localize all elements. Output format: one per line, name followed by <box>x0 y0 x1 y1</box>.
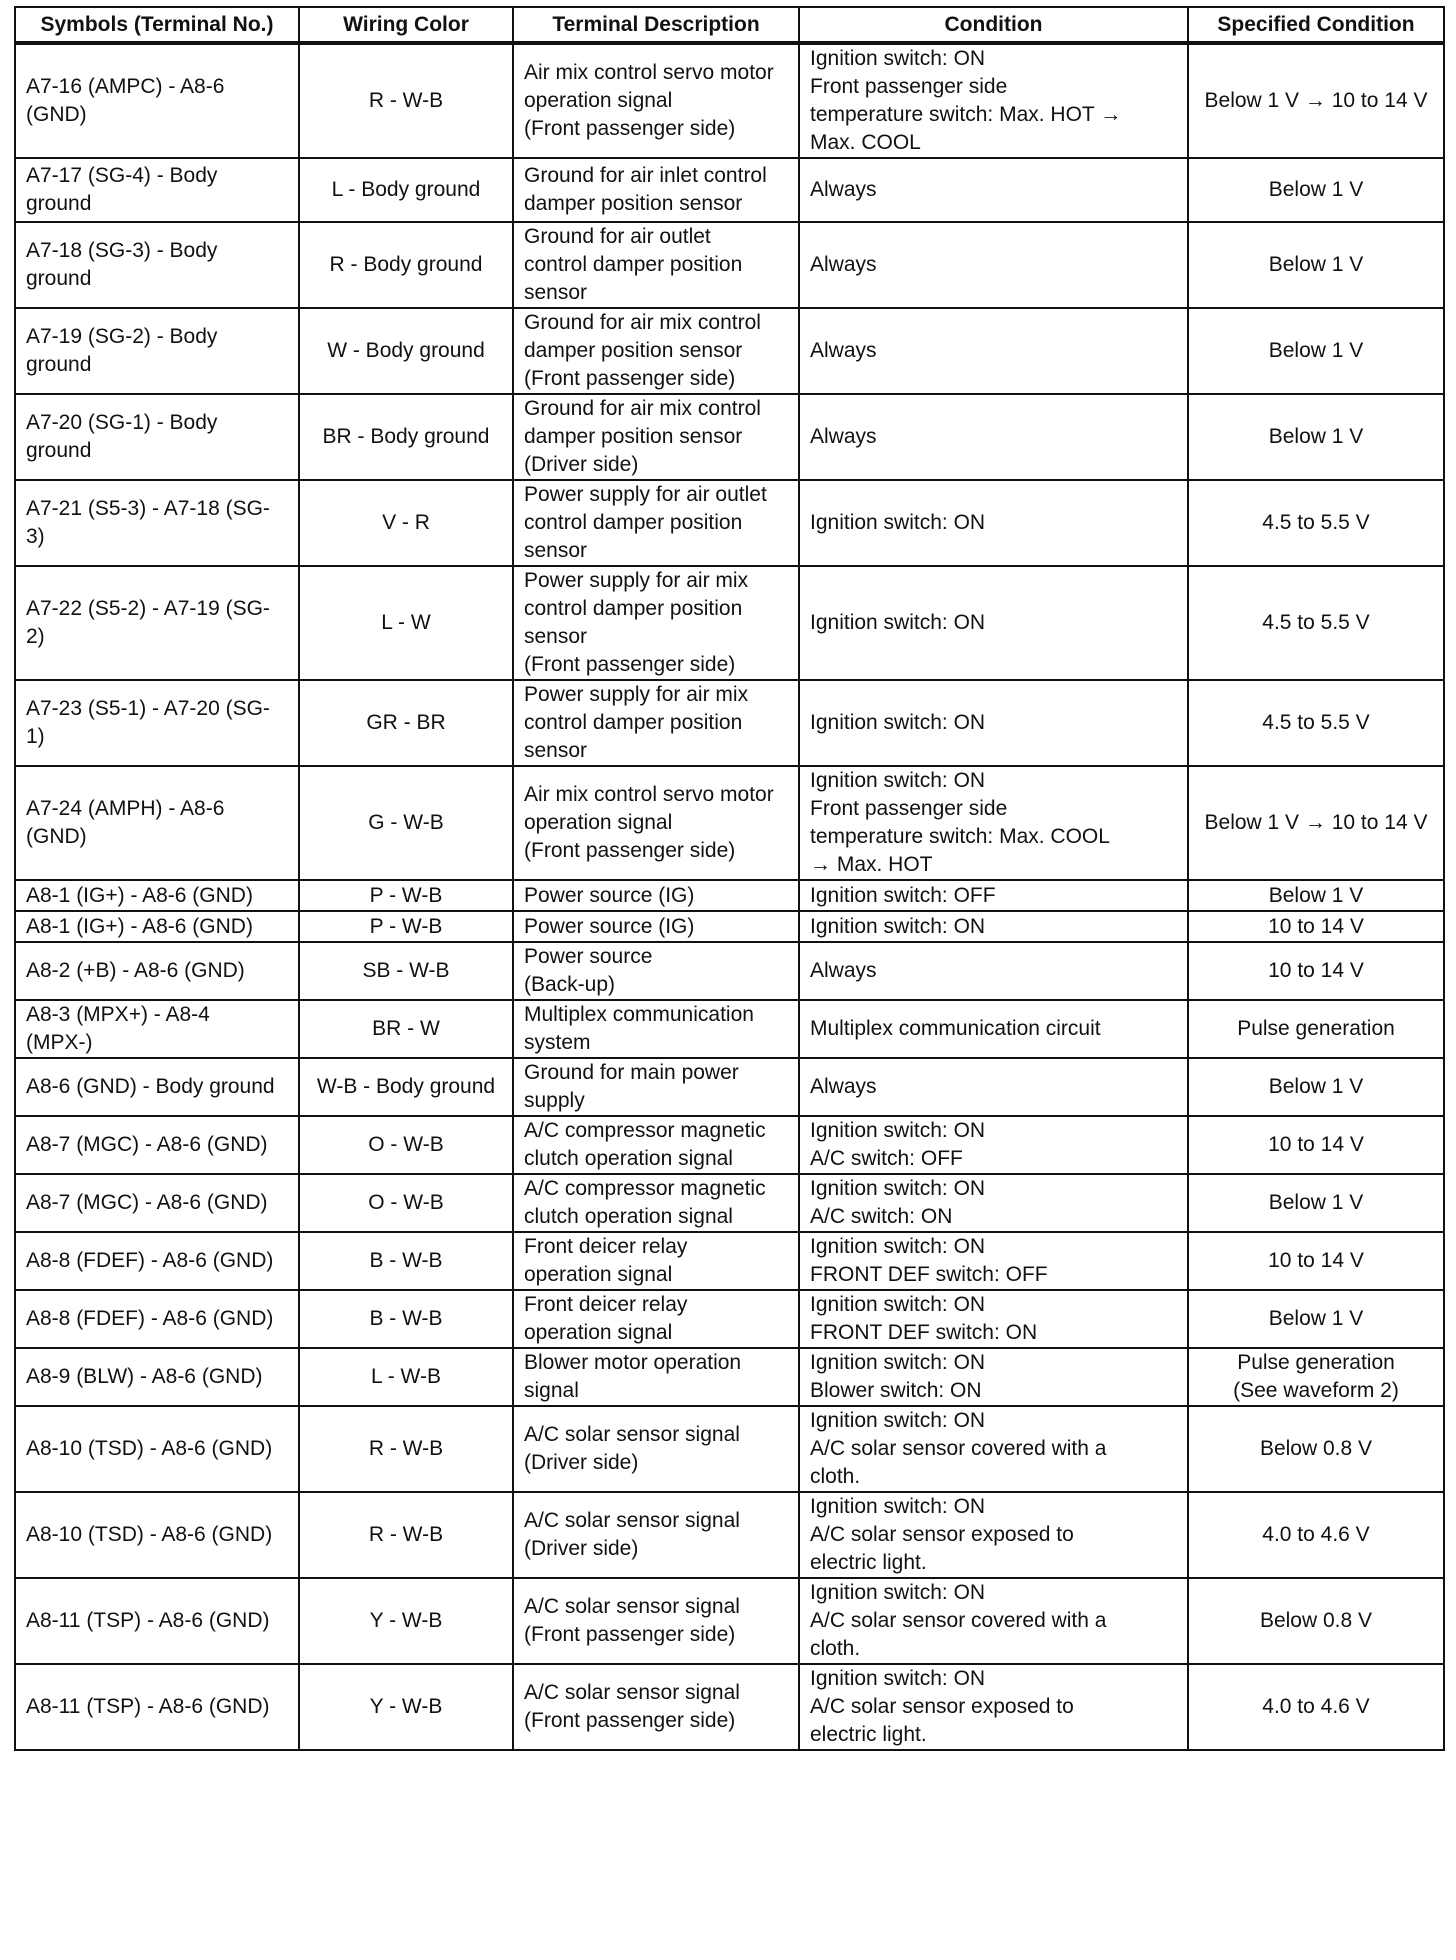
specified-condition-cell: 4.5 to 5.5 V <box>1188 566 1444 680</box>
terminal-symbol-cell: A7-21 (S5-3) - A7-18 (SG- 3) <box>15 480 299 566</box>
terminal-symbol-cell: A7-20 (SG-1) - Body ground <box>15 394 299 480</box>
condition-cell: Ignition switch: ON A/C solar sensor exposed to electric light. <box>799 1664 1188 1750</box>
table-row <box>15 1406 1444 1492</box>
condition-cell: Ignition switch: ON A/C solar sensor covered with a cloth. <box>799 1578 1188 1664</box>
terminal-description-cell: Ground for air outlet control damper position sensor <box>513 222 799 308</box>
wiring-color-cell: V - R <box>299 480 513 566</box>
condition-cell: Always <box>799 308 1188 394</box>
table-row <box>15 911 1444 942</box>
terminal-description-cell: Ground for air mix control damper position sensor (Front passenger side) <box>513 308 799 394</box>
terminal-symbol-cell: A8-6 (GND) - Body ground <box>15 1058 299 1116</box>
specified-condition-cell: Below 1 V <box>1188 222 1444 308</box>
terminal-symbol-cell: A8-1 (IG+) - A8-6 (GND) <box>15 911 299 942</box>
terminal-description-cell: Ground for air mix control damper position sensor (Driver side) <box>513 394 799 480</box>
specified-condition-cell: Below 0.8 V <box>1188 1406 1444 1492</box>
table-row <box>15 680 1444 766</box>
condition-cell: Always <box>799 942 1188 1000</box>
terminal-symbol-cell: A8-11 (TSP) - A8-6 (GND) <box>15 1664 299 1750</box>
wiring-color-cell: R - W-B <box>299 1406 513 1492</box>
table-row <box>15 1116 1444 1174</box>
table-row <box>15 1058 1444 1116</box>
condition-cell: Multiplex communication circuit <box>799 1000 1188 1058</box>
condition-cell: Ignition switch: ON FRONT DEF switch: OFF <box>799 1232 1188 1290</box>
header-specified-condition: Specified Condition <box>1188 7 1444 43</box>
condition-cell: Ignition switch: ON <box>799 680 1188 766</box>
terminal-description-cell: Power source (Back-up) <box>513 942 799 1000</box>
wiring-color-cell: W - Body ground <box>299 308 513 394</box>
specified-condition-cell: Below 1 V <box>1188 158 1444 222</box>
terminal-symbol-cell: A8-2 (+B) - A8-6 (GND) <box>15 942 299 1000</box>
condition-cell: Always <box>799 158 1188 222</box>
terminal-description-cell: Air mix control servo motor operation signal (Front passenger side) <box>513 766 799 880</box>
specified-condition-cell: Pulse generation <box>1188 1000 1444 1058</box>
wiring-color-cell: R - W-B <box>299 1492 513 1578</box>
table-row <box>15 158 1444 222</box>
terminal-symbol-cell: A7-23 (S5-1) - A7-20 (SG- 1) <box>15 680 299 766</box>
wiring-color-cell: BR - W <box>299 1000 513 1058</box>
specified-condition-cell: Below 1 V → 10 to 14 V <box>1188 766 1444 880</box>
condition-cell: Ignition switch: ON <box>799 566 1188 680</box>
condition-cell: Always <box>799 394 1188 480</box>
condition-cell: Ignition switch: ON A/C solar sensor exposed to electric light. <box>799 1492 1188 1578</box>
terminal-symbol-cell: A7-17 (SG-4) - Body ground <box>15 158 299 222</box>
wiring-color-cell: P - W-B <box>299 911 513 942</box>
condition-cell: Ignition switch: OFF <box>799 880 1188 911</box>
terminal-symbol-cell: A7-18 (SG-3) - Body ground <box>15 222 299 308</box>
specified-condition-cell: Below 1 V → 10 to 14 V <box>1188 43 1444 158</box>
condition-cell: Ignition switch: ON A/C solar sensor covered with a cloth. <box>799 1406 1188 1492</box>
terminal-description-cell: A/C solar sensor signal (Front passenger side) <box>513 1664 799 1750</box>
condition-cell: Ignition switch: ON A/C switch: OFF <box>799 1116 1188 1174</box>
wiring-color-cell: L - W <box>299 566 513 680</box>
wiring-color-cell: Y - W-B <box>299 1664 513 1750</box>
terminal-description-cell: Front deicer relay operation signal <box>513 1232 799 1290</box>
table-row <box>15 1492 1444 1578</box>
header-symbols: Symbols (Terminal No.) <box>15 7 299 43</box>
terminal-symbol-cell: A8-11 (TSP) - A8-6 (GND) <box>15 1578 299 1664</box>
condition-cell: Ignition switch: ON Blower switch: ON <box>799 1348 1188 1406</box>
terminal-description-cell: A/C solar sensor signal (Driver side) <box>513 1406 799 1492</box>
terminal-description-cell: Power source (IG) <box>513 880 799 911</box>
terminal-description-cell: Power supply for air mix control damper position sensor <box>513 680 799 766</box>
terminal-symbol-cell: A8-9 (BLW) - A8-6 (GND) <box>15 1348 299 1406</box>
wiring-color-cell: GR - BR <box>299 680 513 766</box>
wiring-color-cell: G - W-B <box>299 766 513 880</box>
table-row <box>15 766 1444 880</box>
specified-condition-cell: Pulse generation (See waveform 2) <box>1188 1348 1444 1406</box>
wiring-color-cell: Y - W-B <box>299 1578 513 1664</box>
terminal-symbol-cell: A8-10 (TSD) - A8-6 (GND) <box>15 1406 299 1492</box>
terminal-description-cell: Blower motor operation signal <box>513 1348 799 1406</box>
wiring-color-cell: B - W-B <box>299 1290 513 1348</box>
table-row <box>15 566 1444 680</box>
condition-cell: Always <box>799 222 1188 308</box>
terminal-spec-table <box>14 6 1445 1751</box>
terminal-description-cell: A/C solar sensor signal (Front passenger side) <box>513 1578 799 1664</box>
terminal-description-cell: Ground for main power supply <box>513 1058 799 1116</box>
wiring-color-cell: R - Body ground <box>299 222 513 308</box>
specified-condition-cell: 4.5 to 5.5 V <box>1188 480 1444 566</box>
wiring-color-cell: BR - Body ground <box>299 394 513 480</box>
table-row <box>15 480 1444 566</box>
condition-cell: Ignition switch: ON Front passenger side temperature switch: Max. COOL → Max. HOT <box>799 766 1188 880</box>
table-row <box>15 1232 1444 1290</box>
terminal-description-cell: Power supply for air outlet control damper position sensor <box>513 480 799 566</box>
specified-condition-cell: 10 to 14 V <box>1188 1116 1444 1174</box>
wiring-color-cell: O - W-B <box>299 1174 513 1232</box>
specified-condition-cell: 10 to 14 V <box>1188 911 1444 942</box>
terminal-description-cell: Multiplex communication system <box>513 1000 799 1058</box>
wiring-color-cell: B - W-B <box>299 1232 513 1290</box>
wiring-color-cell: R - W-B <box>299 43 513 158</box>
terminal-description-cell: Ground for air inlet control damper position sensor <box>513 158 799 222</box>
terminal-description-cell: Power source (IG) <box>513 911 799 942</box>
wiring-color-cell: O - W-B <box>299 1116 513 1174</box>
condition-cell: Ignition switch: ON FRONT DEF switch: ON <box>799 1290 1188 1348</box>
specified-condition-cell: Below 1 V <box>1188 1058 1444 1116</box>
terminal-description-cell: A/C compressor magnetic clutch operation signal <box>513 1116 799 1174</box>
wiring-color-cell: P - W-B <box>299 880 513 911</box>
specified-condition-cell: 4.0 to 4.6 V <box>1188 1664 1444 1750</box>
terminal-symbol-cell: A8-1 (IG+) - A8-6 (GND) <box>15 880 299 911</box>
terminal-description-cell: A/C compressor magnetic clutch operation signal <box>513 1174 799 1232</box>
terminal-description-cell: Front deicer relay operation signal <box>513 1290 799 1348</box>
header-condition: Condition <box>799 7 1188 43</box>
terminal-symbol-cell: A8-7 (MGC) - A8-6 (GND) <box>15 1116 299 1174</box>
condition-cell: Ignition switch: ON Front passenger side temperature switch: Max. HOT → Max. COOL <box>799 43 1188 158</box>
specified-condition-cell: Below 0.8 V <box>1188 1578 1444 1664</box>
specified-condition-cell: Below 1 V <box>1188 308 1444 394</box>
table-row <box>15 43 1444 158</box>
table-row <box>15 880 1444 911</box>
specified-condition-cell: Below 1 V <box>1188 880 1444 911</box>
table-row <box>15 1348 1444 1406</box>
terminal-symbol-cell: A8-10 (TSD) - A8-6 (GND) <box>15 1492 299 1578</box>
specified-condition-cell: Below 1 V <box>1188 1174 1444 1232</box>
specified-condition-cell: 10 to 14 V <box>1188 942 1444 1000</box>
specified-condition-cell: 10 to 14 V <box>1188 1232 1444 1290</box>
table-row <box>15 1290 1444 1348</box>
condition-cell: Always <box>799 1058 1188 1116</box>
wiring-color-cell: L - Body ground <box>299 158 513 222</box>
terminal-spec-sheet <box>14 6 1443 1751</box>
table-row <box>15 222 1444 308</box>
header-terminal-description: Terminal Description <box>513 7 799 43</box>
table-row <box>15 1000 1444 1058</box>
table-row <box>15 942 1444 1000</box>
table-body <box>15 43 1444 1750</box>
table-row <box>15 308 1444 394</box>
terminal-symbol-cell: A8-8 (FDEF) - A8-6 (GND) <box>15 1290 299 1348</box>
specified-condition-cell: Below 1 V <box>1188 1290 1444 1348</box>
table-row <box>15 1578 1444 1664</box>
table-header-row <box>15 7 1444 43</box>
specified-condition-cell: 4.0 to 4.6 V <box>1188 1492 1444 1578</box>
terminal-symbol-cell: A8-7 (MGC) - A8-6 (GND) <box>15 1174 299 1232</box>
table-row <box>15 1174 1444 1232</box>
terminal-description-cell: A/C solar sensor signal (Driver side) <box>513 1492 799 1578</box>
specified-condition-cell: Below 1 V <box>1188 394 1444 480</box>
wiring-color-cell: W-B - Body ground <box>299 1058 513 1116</box>
terminal-symbol-cell: A8-8 (FDEF) - A8-6 (GND) <box>15 1232 299 1290</box>
wiring-color-cell: L - W-B <box>299 1348 513 1406</box>
terminal-symbol-cell: A7-16 (AMPC) - A8-6 (GND) <box>15 43 299 158</box>
table-row <box>15 1664 1444 1750</box>
condition-cell: Ignition switch: ON <box>799 480 1188 566</box>
wiring-color-cell: SB - W-B <box>299 942 513 1000</box>
specified-condition-cell: 4.5 to 5.5 V <box>1188 680 1444 766</box>
table-row <box>15 394 1444 480</box>
condition-cell: Ignition switch: ON <box>799 911 1188 942</box>
terminal-description-cell: Air mix control servo motor operation signal (Front passenger side) <box>513 43 799 158</box>
terminal-symbol-cell: A7-24 (AMPH) - A8-6 (GND) <box>15 766 299 880</box>
terminal-description-cell: Power supply for air mix control damper position sensor (Front passenger side) <box>513 566 799 680</box>
terminal-symbol-cell: A7-22 (S5-2) - A7-19 (SG- 2) <box>15 566 299 680</box>
header-wiring-color: Wiring Color <box>299 7 513 43</box>
terminal-symbol-cell: A7-19 (SG-2) - Body ground <box>15 308 299 394</box>
terminal-symbol-cell: A8-3 (MPX+) - A8-4 (MPX-) <box>15 1000 299 1058</box>
condition-cell: Ignition switch: ON A/C switch: ON <box>799 1174 1188 1232</box>
